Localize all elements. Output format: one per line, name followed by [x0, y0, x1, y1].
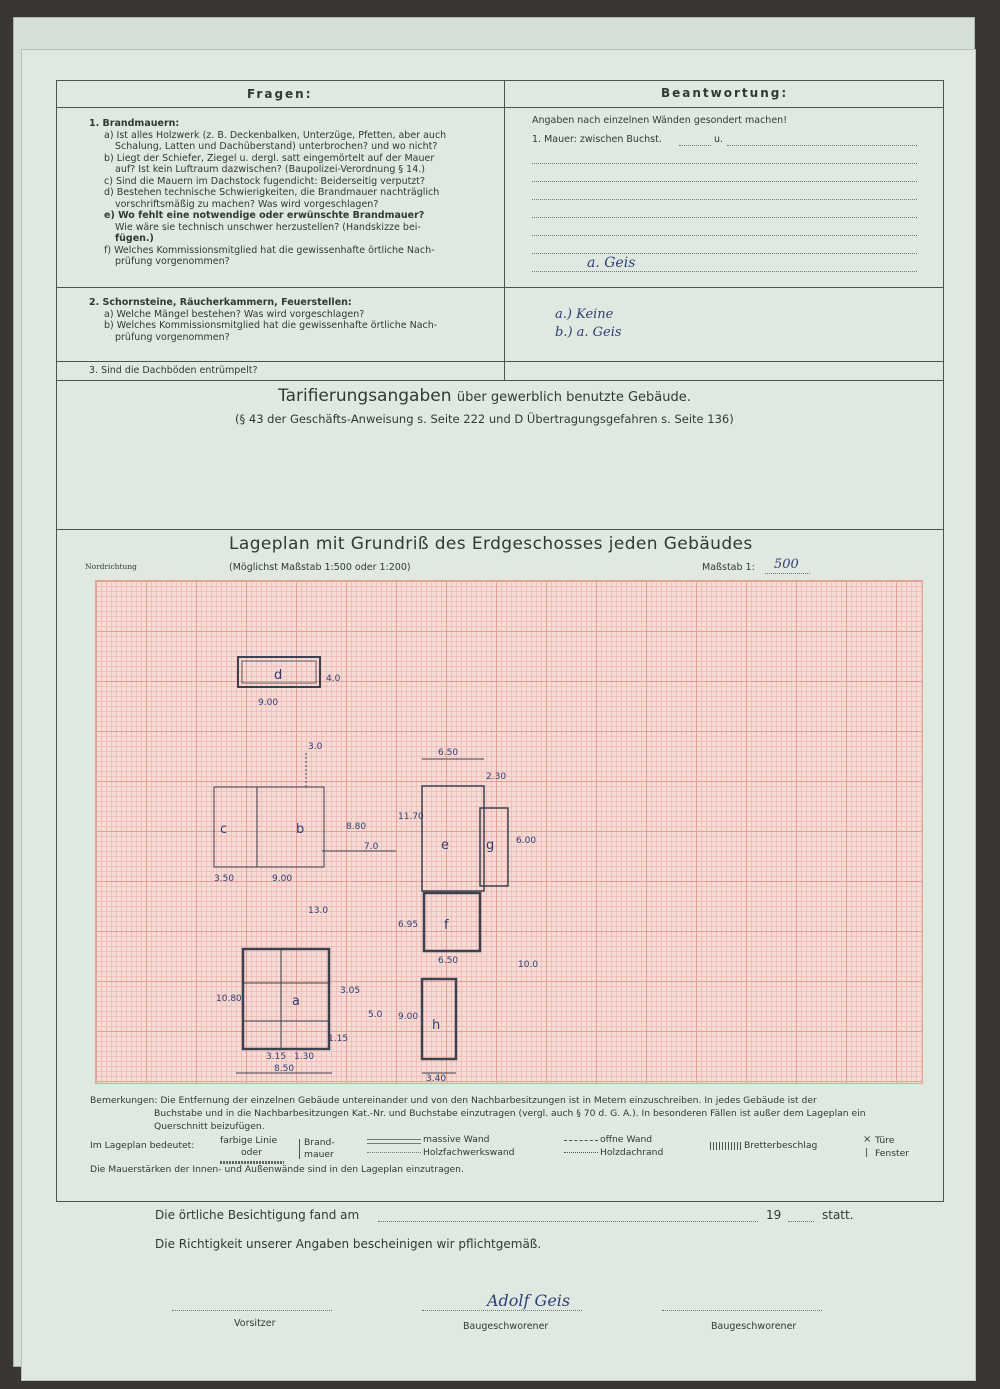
q1-line: e) Wo fehlt eine notwendige oder erwünschte Brandmauer?	[104, 210, 425, 221]
legend-open: offne Wand	[600, 1134, 653, 1145]
remarks-line-1: Bemerkungen: Die Entfernung der einzelnen Gebäude untereinander und von den Nachbarbesitzungen ist in Metern einzuschreiben. In jedes Gebäude ist der	[90, 1095, 817, 1106]
q3-divider	[57, 380, 943, 381]
site-plan-drawing	[96, 581, 922, 1083]
dim-a-height: 10.80	[216, 994, 242, 1004]
legend-bretter-swatch	[710, 1142, 742, 1150]
dim-h-height: 9.00	[398, 1012, 419, 1022]
dim-gap-5: 5.0	[368, 1010, 383, 1020]
visit-statt: statt.	[822, 1208, 854, 1222]
legend-fachwerk-line	[367, 1152, 421, 1153]
door-icon: ×	[863, 1134, 872, 1145]
answer-u: u.	[714, 134, 724, 145]
dim-a-part-1: 3.15	[266, 1052, 287, 1062]
juror-2-label: Baugeschworener	[711, 1321, 797, 1332]
building-e	[422, 786, 484, 891]
q1-line: a) Ist alles Holzwerk (z. B. Deckenbalken, Unterzüge, Pfetten, aber auch	[104, 129, 447, 141]
label-h: h	[432, 1018, 441, 1033]
answer-field[interactable]	[679, 145, 711, 146]
visit-year-field[interactable]	[788, 1221, 814, 1222]
dim-c-width: 3.50	[214, 874, 235, 884]
dim-g-height: 6.00	[516, 836, 537, 846]
scale-value: 500	[774, 557, 799, 572]
juror-1-signature-line[interactable]	[422, 1310, 582, 1311]
legend-brand-1: Brand-	[304, 1137, 335, 1148]
remarks-line-3: Querschnitt beizufügen.	[154, 1121, 265, 1132]
dim-a-part-2: 1.30	[294, 1052, 315, 1062]
dim-gap-2: 7.0	[364, 842, 379, 852]
answer-field[interactable]	[532, 253, 917, 254]
handwritten-answer-1: a. Geis	[587, 255, 636, 271]
dim-gap-4: 10.0	[518, 960, 539, 970]
legend-color-line: farbige Linie	[220, 1135, 278, 1146]
dim-e-height: 11.70	[398, 812, 424, 822]
legend-fenster: Fenster	[875, 1148, 910, 1159]
question-1	[89, 118, 446, 268]
answer-field[interactable]	[532, 271, 917, 272]
dim-f-width: 6.50	[438, 956, 459, 966]
legend-massive: massive Wand	[423, 1134, 490, 1145]
juror-2-signature-line[interactable]	[662, 1310, 822, 1311]
q1-line: b) Liegt der Schiefer, Ziegel u. dergl. satt eingemörtelt auf der Mauer	[104, 152, 435, 164]
visit-year: 19	[766, 1208, 782, 1222]
dim-e-width: 6.50	[438, 748, 459, 758]
site-plan-grid	[95, 580, 923, 1084]
label-b: b	[296, 822, 305, 837]
dim-d-width: 9.00	[258, 698, 279, 708]
legend-holzdach-line	[564, 1152, 598, 1153]
question-1-title: 1. Brandmauern:	[89, 118, 180, 129]
label-g: g	[486, 838, 495, 853]
plan-title: Lageplan mit Grundriß des Erdgeschosses jeden Gebäudes	[229, 534, 753, 554]
handwritten-answer-2b: b.) a. Geis	[555, 325, 622, 340]
building-a	[243, 949, 329, 1049]
tarif-title	[278, 386, 691, 406]
q1-line: c) Sind die Mauern im Dachstock fugendicht: Beiderseitig verputzt?	[104, 175, 426, 187]
question-2	[89, 297, 437, 343]
q2-line: b) Welches Kommissionsmitglied hat die gewissenhafte örtliche Nach-	[104, 320, 438, 331]
certify-text: Die Richtigkeit unserer Angaben bescheinigen wir pflichtgemäß.	[155, 1237, 542, 1251]
wall-note: Die Mauerstärken der Innen- und Außenwände sind in den Lageplan einzutragen.	[90, 1164, 464, 1175]
q1-line: f) Welches Kommissionsmitglied hat die gewissenhafte örtliche Nach-	[104, 244, 435, 256]
legend-tuere: Türe	[875, 1135, 895, 1146]
dim-gap-1: 3.0	[308, 742, 323, 752]
answer-intro: Angaben nach einzelnen Wänden gesondert machen!	[532, 115, 787, 126]
answer-field[interactable]	[532, 235, 917, 236]
header-divider	[57, 107, 943, 108]
visit-date-field[interactable]	[378, 1221, 758, 1222]
tarif-divider	[57, 529, 943, 530]
dim-b-width: 9.00	[272, 874, 293, 884]
juror-1-label: Baugeschworener	[463, 1321, 549, 1332]
label-a-d: d	[274, 668, 283, 683]
visit-text: Die örtliche Besichtigung fand am	[155, 1208, 360, 1222]
label-e: e	[441, 838, 449, 853]
q1-divider	[57, 287, 943, 288]
legend-holzdach: Holzdachrand	[600, 1147, 664, 1158]
tarif-title-main: Tarifierungsangaben	[278, 386, 452, 406]
q1-line: Schalung, Latten und Dachüberstand) unterbrochen? und wo nicht?	[115, 141, 438, 152]
form-sheet	[22, 50, 975, 1380]
legend-brace	[299, 1139, 300, 1159]
building-c	[214, 787, 324, 867]
dim-a-inner: 3.05	[340, 986, 361, 996]
q1-line: d) Bestehen technische Schwierigkeiten, die Brandmauer nachträglich	[104, 187, 440, 198]
q1-line: auf? Ist kein Luftraum dazwischen? (Baupolizei-Verordnung § 14.)	[115, 164, 425, 175]
answer-field[interactable]	[532, 181, 917, 182]
legend-or: oder	[241, 1147, 262, 1158]
scale-note: (Möglichst Maßstab 1:500 oder 1:200)	[229, 562, 411, 573]
answer-field[interactable]	[532, 217, 917, 218]
dimension-labels	[214, 674, 538, 1083]
q1-line: vorschriftsmäßig zu machen? Was wird vorgeschlagen?	[115, 198, 379, 210]
tarif-title-rest: über gewerblich benutzte Gebäude.	[456, 390, 691, 405]
legend-brand-2: mauer	[304, 1149, 334, 1160]
answer-line-1: 1. Mauer: zwischen Buchst.	[532, 134, 662, 145]
q2-line: prüfung vorgenommen?	[115, 331, 230, 343]
q1-line: Wie wäre sie technisch unschwer herzustellen? (Handskizze bei-	[115, 221, 421, 233]
q1-line: fügen.)	[115, 233, 154, 244]
question-3: 3. Sind die Dachböden entrümpelt?	[89, 365, 258, 376]
scale-label: Maßstab 1:	[702, 562, 755, 573]
answer-field[interactable]	[532, 199, 917, 200]
legend-open-line	[564, 1140, 598, 1141]
north-label: Nordrichtung	[85, 562, 137, 571]
dim-h-width: 3.40	[426, 1074, 447, 1083]
scale-field[interactable]	[765, 573, 810, 574]
chair-label: Vorsitzer	[234, 1318, 276, 1329]
q2-divider	[57, 361, 943, 362]
dim-gap-3: 13.0	[308, 906, 329, 916]
remarks-line-2: Buchstabe und in die Nachbarbesitzungen Kat.-Nr. und Buchstabe einzutragen (vergl. auch § 70 d. G. A.). In besonderen Fällen ist außer dem Lageplan ein	[154, 1108, 866, 1119]
answer-field[interactable]	[727, 145, 917, 146]
label-c: c	[220, 822, 228, 837]
column-divider	[504, 81, 505, 380]
dim-a-width: 8.50	[274, 1064, 295, 1074]
dim-a-part-3: 1.15	[328, 1034, 349, 1044]
q2-line: a) Welche Mängel bestehen? Was wird vorgeschlagen?	[104, 308, 365, 320]
q1-line: prüfung vorgenommen?	[115, 256, 230, 267]
legend-fachwerk: Holzfachwerkswand	[423, 1147, 515, 1158]
chair-signature-line[interactable]	[172, 1310, 332, 1311]
label-f: f	[444, 918, 449, 933]
dim-b-height: 8.80	[346, 822, 367, 832]
label-a: a	[292, 994, 300, 1009]
answer-field[interactable]	[532, 163, 917, 164]
legend-massive-line	[367, 1139, 421, 1144]
tarif-subtitle: (§ 43 der Geschäfts-Anweisung s. Seite 222 und D Übertragungsgefahren s. Seite 136)	[235, 412, 734, 426]
dim-f-height: 6.95	[398, 920, 419, 930]
window-icon: |	[865, 1147, 869, 1158]
legend-intro: Im Lageplan bedeutet:	[90, 1140, 195, 1151]
legend-bretter: Bretterbeschlag	[744, 1140, 818, 1151]
question-2-title: 2. Schornsteine, Räucherkammern, Feuerstellen:	[89, 297, 352, 308]
questions-header: Fragen:	[247, 87, 313, 101]
answers-header: Beantwortung:	[661, 86, 789, 100]
dim-d-height: 4.0	[326, 674, 341, 684]
dim-g-width: 2.30	[486, 772, 507, 782]
handwritten-answer-2a: a.) Keine	[555, 307, 614, 322]
signature: Adolf Geis	[487, 1291, 571, 1310]
building-f	[424, 893, 480, 951]
